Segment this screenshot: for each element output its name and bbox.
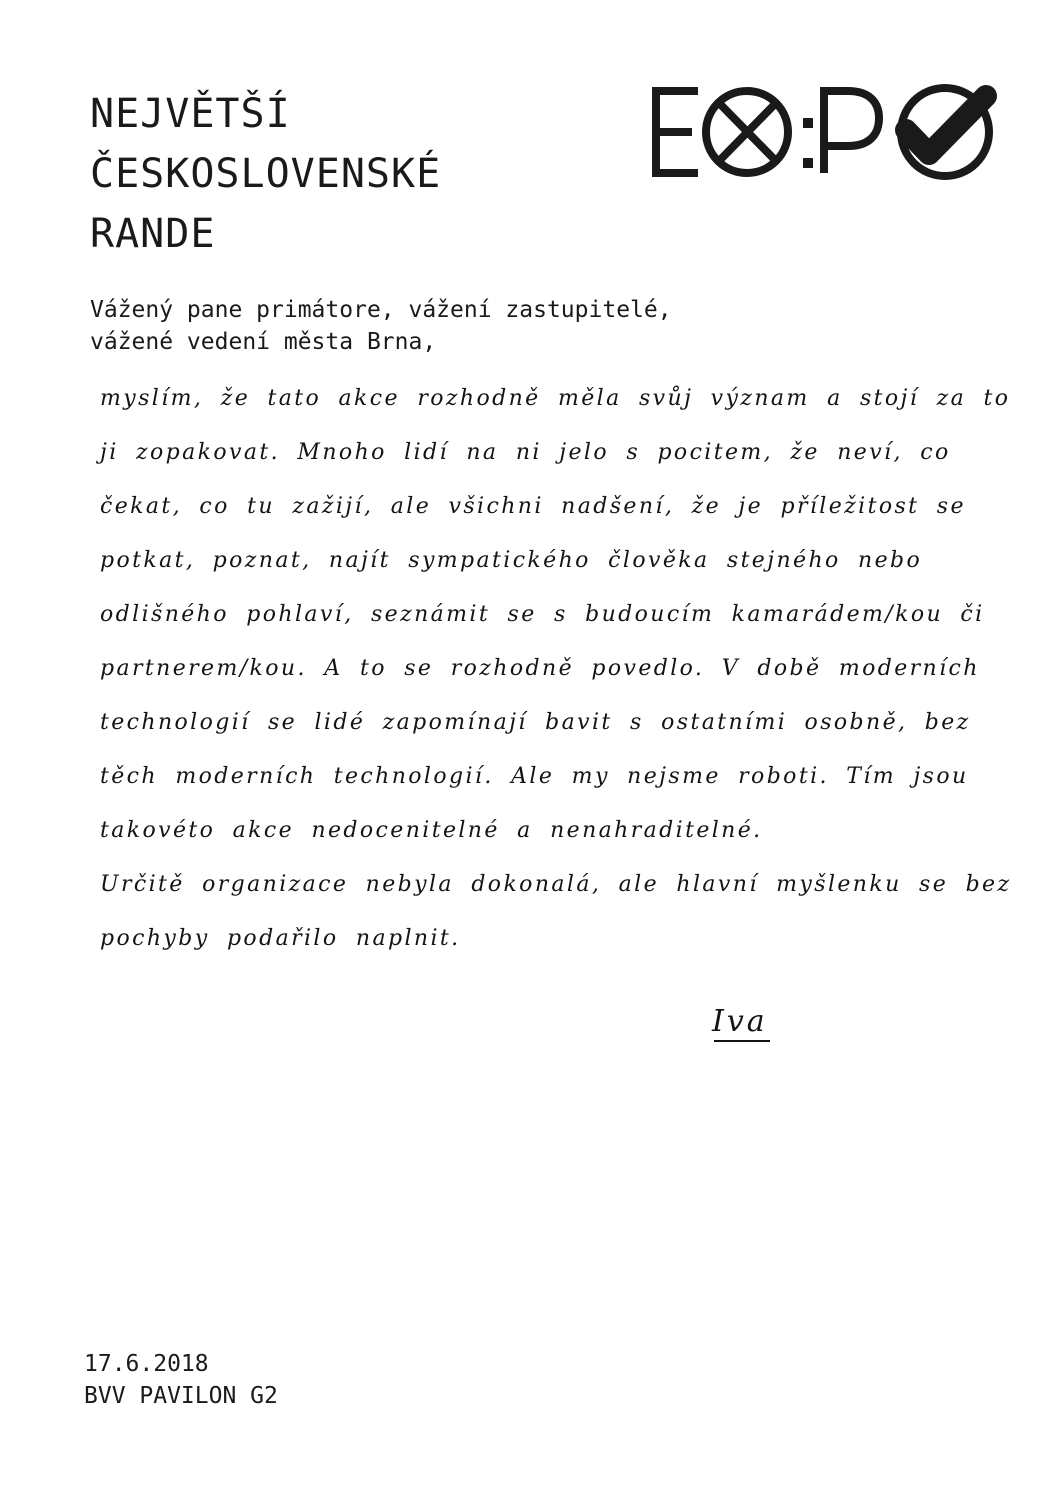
footer <box>84 1348 278 1412</box>
greeting-line-2: vážené vedení města Brna, <box>90 329 437 355</box>
expo-logo <box>648 82 998 182</box>
letter-paragraph-2: Určitě organizace nebyla dokonalá, ale hlavní myšlenku se bez pochyby podařilo naplnit. <box>100 872 1012 951</box>
signature <box>712 1004 768 1039</box>
greeting <box>90 294 672 358</box>
event-date: 17.6.2018 <box>84 1351 209 1377</box>
greeting-line-1: Vážený pane primátore, vážení zastupitelé, <box>90 297 672 323</box>
page-title <box>90 84 441 264</box>
title-line-1: NEJVĚTŠÍ <box>90 91 291 137</box>
handwritten-letter-body <box>100 372 1030 966</box>
title-line-3: RANDE <box>90 211 216 257</box>
letter-paragraph-1: myslím, že tato akce rozhodně měla svůj význam a stojí za to ji zopakovat. Mnoho lidí na ni jelo s pocitem, že neví, co čekat, co tu zažijí, ale všichni nadšení, že je příležitost se potkat, poznat, najít sympatického člověka stejného nebo odlišného pohlaví, seznámit se s budoucím kamarádem/kou či partnerem/kou. A to se rozhodně povedlo. V době moderních technologií se lidé zapomínají bavit s ostatními osobně, bez těch moderních technologií. Ale my nejsme roboti. Tím jsou takovéto akce nedocenitelné a nenahraditelné. <box>100 386 1011 843</box>
event-venue: BVV PAVILON G2 <box>84 1383 278 1409</box>
signature-text: Iva <box>712 1004 768 1039</box>
title-line-2: ČESKOSLOVENSKÉ <box>90 151 442 197</box>
signature-underline <box>714 1040 770 1042</box>
